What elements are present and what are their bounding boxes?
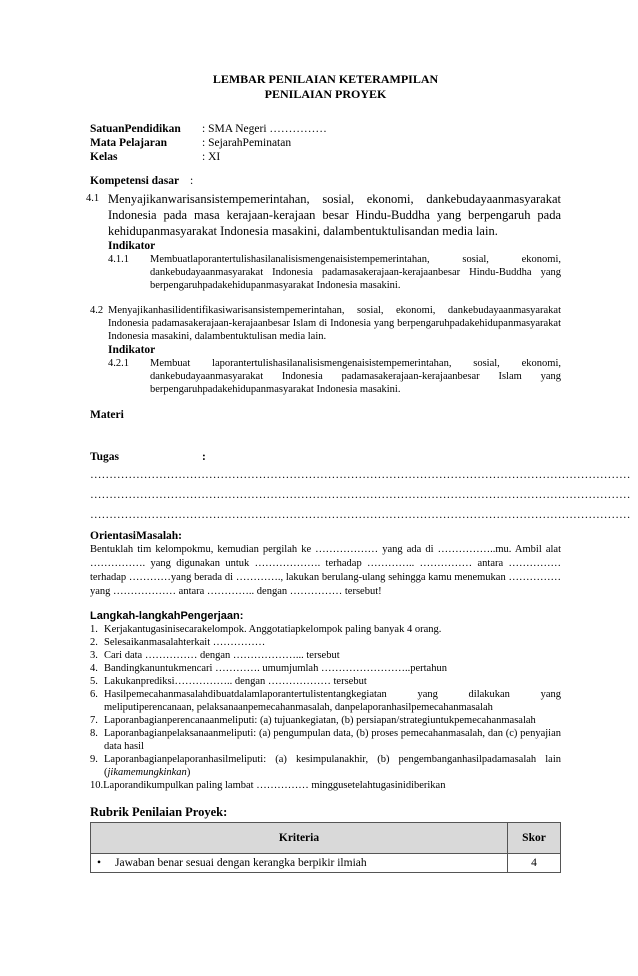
- identity-row: [90, 150, 561, 164]
- langkah-step: [90, 688, 561, 714]
- step-text: Lakukanprediksi…………….. dengan ……………… tersebut: [104, 676, 367, 687]
- langkah-step: [90, 675, 561, 688]
- step-text: Cari data …………… dengan ………………... tersebut: [104, 650, 340, 661]
- step-text: Laporandikumpulkan paling lambat …………… minggusetelahtugasinidiberikan: [103, 780, 446, 791]
- kd-item: [90, 304, 561, 396]
- rubrik-section: [90, 804, 561, 873]
- langkah-step: [90, 753, 561, 779]
- identity-value: : XI: [202, 151, 221, 163]
- step-number: 10.: [90, 780, 104, 791]
- langkah-step: [90, 727, 561, 753]
- tugas-dotted-line: ……………………………………………………………………………………………………………………………: [90, 509, 631, 521]
- step-text: Hasilpemecahanmasalahdibuatdalamlaporantertulistentangkegiatan yang dilakukan yang meliputiperencanaan, pelaksanaanpemecahanmasalah, danpelaporanhasilpemecahanmasalah: [104, 689, 561, 713]
- indikator-label: Indikator: [108, 344, 156, 356]
- step-text: Laporanbagianperencanaanmeliputi: (a) tujuankegiatan, (b) persiapan/strategiuntukpemecahanmasalah: [104, 715, 536, 726]
- orientasi-text: Bentuklah tim kelompokmu, kemudian pergilah ke ……………… yang ada di ……………..mu. Ambil alat ……………. yang digunakan untuk ………………. terhadap ………….. …………… antara …………… terhadap …………yang berada di …………., lakukan berulang-ulang sehingga kamu menemukan ……………yang ……………… antara ………….. dengan …………… tersebut!: [90, 544, 561, 597]
- identity-label: Kelas: [90, 151, 118, 163]
- kompetensi-colon: :: [190, 175, 194, 187]
- title-line-2: PENILAIAN PROYEK: [264, 87, 387, 101]
- document-page: [86, 72, 631, 873]
- kd-number: 4.2: [90, 305, 104, 316]
- step-text: Selesaikanmasalahterkait ……………: [104, 637, 266, 648]
- langkah-step: [90, 714, 561, 727]
- kriteria-text: Jawaban benar sesuai dengan kerangka berpikir ilmiah: [115, 857, 367, 869]
- indikator-number: 4.2.1: [108, 358, 129, 369]
- identity-value: : SMA Negeri ……………: [202, 123, 327, 135]
- indikator-text: Membuat laporantertulishasilanalisismengenaisistempemerintahan, sosial, ekonomi, dankebudayaanmasyarakat Indonesia padamasakerajaan-kerajaanbesar Islam yang berpengaruhpadakehidupanmasyarakat Indonesia masakini.: [150, 358, 561, 395]
- identity-row: [90, 122, 561, 136]
- indikator-item: [108, 357, 561, 396]
- step-number: 1.: [90, 624, 98, 635]
- tugas-section: [90, 450, 631, 522]
- langkah-section: [90, 609, 561, 792]
- title-line-1: LEMBAR PENILAIAN KETERAMPILAN: [212, 72, 439, 86]
- step-text: [104, 753, 561, 779]
- step-number: 9.: [90, 754, 98, 765]
- column-header-skor: Skor: [508, 823, 561, 854]
- step-number: 3.: [90, 650, 98, 661]
- langkah-step: [90, 636, 561, 649]
- tugas-colon: :: [202, 451, 206, 463]
- step-text-end: ): [186, 767, 191, 778]
- tugas-label: Tugas: [90, 451, 119, 463]
- langkah-label: Langkah-langkahPengerjaan:: [90, 610, 244, 622]
- document-title: [90, 72, 561, 102]
- step-text-main: Laporanbagianpelaporanhasilmeliputi: (a) kesimpulanakhir, (b) pengembanganhasilpadamasalah lain (: [104, 754, 561, 778]
- rubrik-header-row: [91, 823, 561, 854]
- step-text: Laporanbagianpelaksanaanmeliputi: (a) pengumpulan data, (b) proses pemecahanmasalah, dan (c) penyajian data hasil: [104, 728, 561, 752]
- tugas-dotted-line: ……………………………………………………………………………………………………………………………: [90, 489, 631, 501]
- kd-text: Menyajikanwarisansistempemerintahan, sosial, ekonomi, dankebudayaanmasyarakat Indonesia pada masa kerajaan-kerajaan besar Hindu-Buddha yang berpengaruh pada kehidupanmasyarakat Indonesia masakini, dalambentuktulisandan media lain.: [108, 192, 561, 238]
- kompetensi-section: [86, 174, 561, 396]
- skor-cell: 4: [508, 854, 561, 873]
- tugas-heading: [90, 450, 561, 464]
- identity-value: : SejarahPeminatan: [202, 137, 292, 149]
- identity-label: Mata Pelajaran: [90, 137, 167, 149]
- langkah-step: [90, 623, 561, 636]
- step-number: 6.: [90, 689, 98, 700]
- column-header-kriteria: Kriteria: [91, 823, 508, 854]
- kd-text: Menyajikanhasilidentifikasiwarisansistempemerintahan, sosial, ekonomi, dankebudayaanmasyarakat Indonesia padamasakerajaan-kerajaanbesar Islam di Indonesia yang berpengaruhpadakehidupanmasyarakat Indonesia masakini, dalambentuktulisan media lain.: [108, 305, 561, 342]
- kompetensi-label: Kompetensi dasar: [90, 175, 180, 187]
- step-number: 7.: [90, 715, 98, 726]
- step-text-italic: jikamemungkinkan: [107, 767, 187, 778]
- identity-block: [90, 122, 561, 164]
- langkah-step: [90, 779, 561, 792]
- kompetensi-heading: [90, 174, 561, 188]
- identity-label: SatuanPendidikan: [90, 123, 181, 135]
- indikator-item: [108, 253, 561, 292]
- langkah-step: [90, 662, 561, 675]
- langkah-step: [90, 649, 561, 662]
- rubrik-table: [90, 822, 561, 873]
- step-text: Bandingkanuntukmencari …………. umumjumlah ……………………..pertahun: [104, 663, 447, 674]
- step-text: Kerjakantugasinisecarakelompok. Anggotatiapkelompok paling banyak 4 orang.: [104, 624, 442, 635]
- materi-label: Materi: [90, 409, 124, 421]
- orientasi-label: OrientasiMasalah:: [90, 530, 182, 542]
- kd-item: [86, 191, 561, 292]
- identity-row: [90, 136, 561, 150]
- step-number: 2.: [90, 637, 98, 648]
- step-number: 4.: [90, 663, 98, 674]
- rubrik-label: Rubrik Penilaian Proyek:: [90, 805, 228, 819]
- step-number: 5.: [90, 676, 98, 687]
- step-number: 8.: [90, 728, 98, 739]
- table-row: [91, 854, 561, 873]
- tugas-dotted-line: ……………………………………………………………………………………………………………………………: [90, 469, 631, 481]
- indikator-text: Membuatlaporantertulishasilanalisismengenaisistempemerintahan, sosial, ekonomi, dankebudayaanmasyarakat Indonesia padamasakerajaan-kerajaanbesar Hindu-Buddha yang berpengaruhpadakehidupanmasyarakat Indonesia masakini.: [150, 254, 561, 291]
- indikator-number: 4.1.1: [108, 254, 129, 265]
- indikator-label: Indikator: [108, 240, 156, 252]
- orientasi-section: [90, 529, 561, 599]
- kd-number: 4.1: [86, 193, 100, 204]
- bullet-icon: •: [97, 857, 102, 869]
- kriteria-cell: [91, 854, 508, 873]
